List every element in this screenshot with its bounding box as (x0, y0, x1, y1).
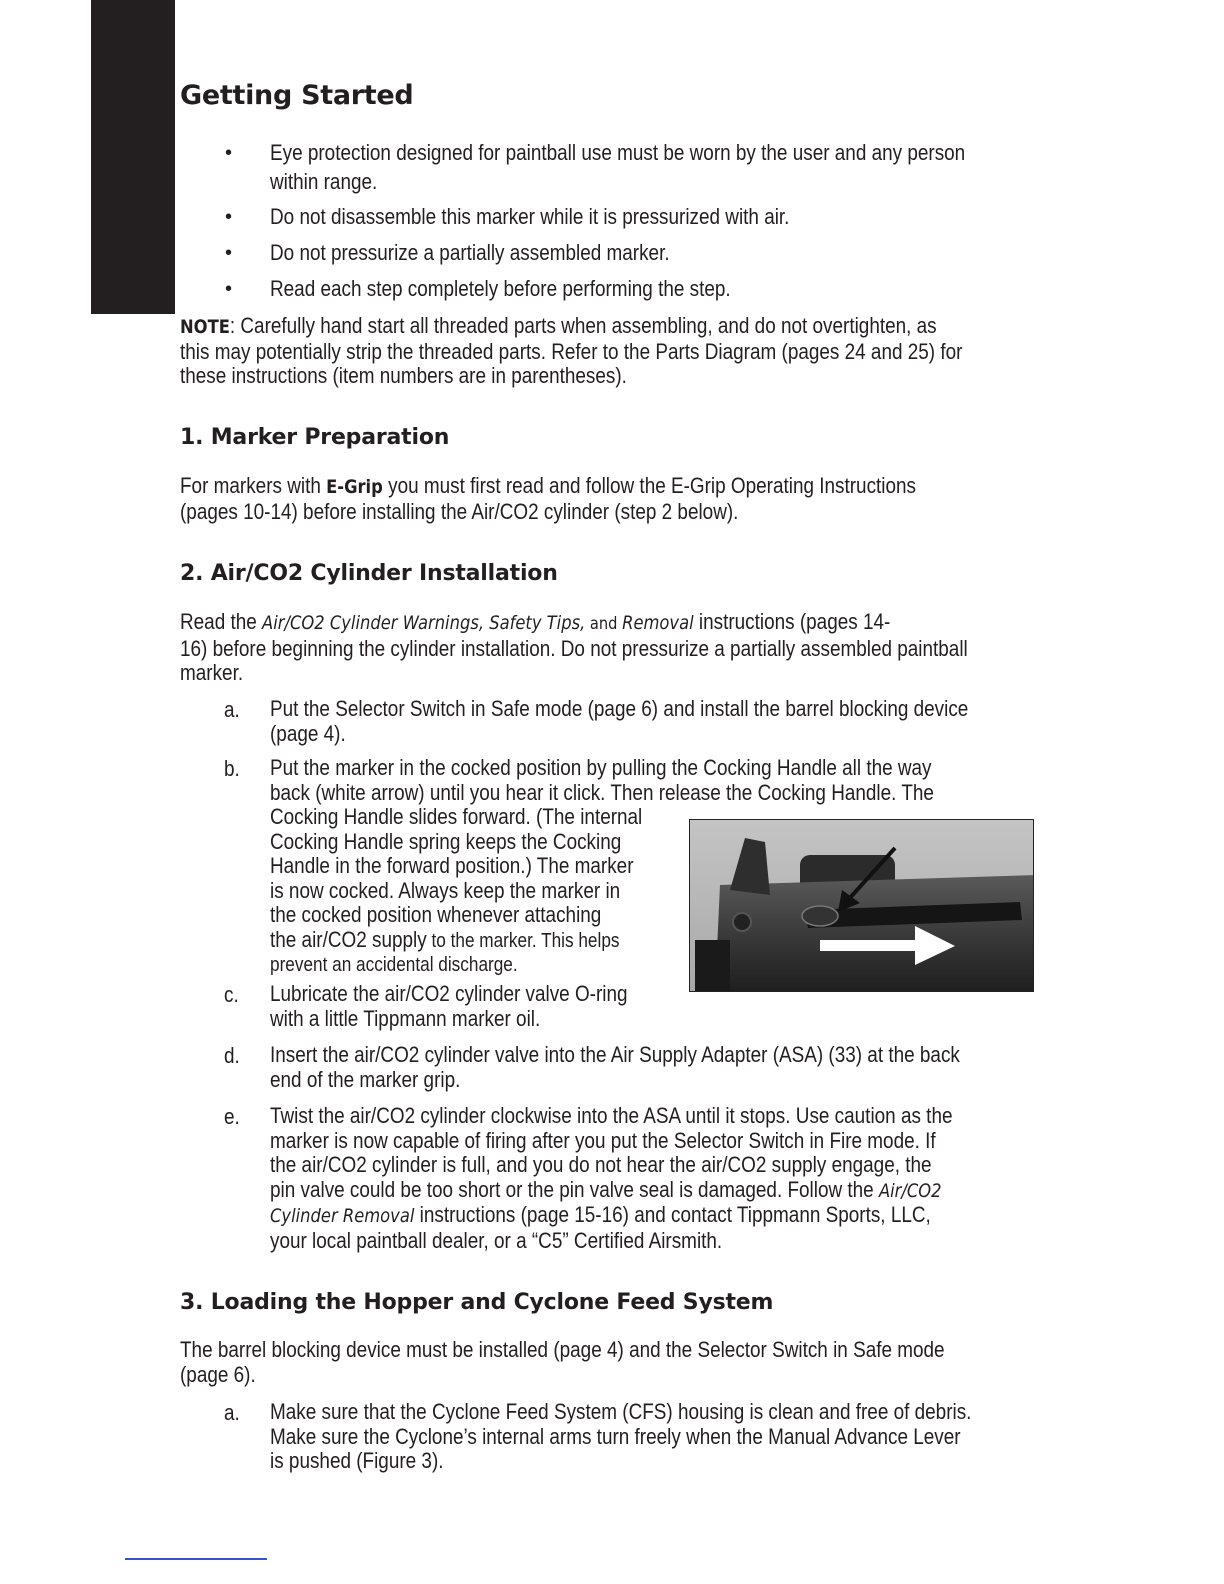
list-item: Do not pressurize a partially assembled marker. (270, 240, 670, 265)
step-d-text: Insert the air/CO2 cylinder valve into the Air Supply Adapter (ASA) (33) at the back end of the marker grip. (270, 1042, 960, 1092)
marker-illustration (690, 820, 1034, 992)
bullet-icon: • (225, 242, 233, 264)
step-b-text: Put the marker in the cocked position by pulling the Cocking Handle all the way back (white arrow) until you hear it click. Then release the Cocking Handle. The Cocking Handle slides forward. (The internal Cocking Handle spring keeps the Cocking Handle in the forward position.) The marker is now cocked. Always keep the marker in the cocked position whenever attaching the air/CO2 supply to the marker. This helps prevent an accidental discharge. (270, 755, 934, 976)
step-c-text: Lubricate the air/CO2 cylinder valve O-ring with a little Tippmann marker oil. (270, 981, 628, 1031)
egrip-label: E-Grip (326, 476, 383, 498)
section2-intro: Read the Air/CO2 Cylinder Warnings, Safety Tips, and Removal instructions (pages 14- 16) before beginning the cylinder installation. Do not pressurize a partially assembled paintball marker. (180, 609, 968, 685)
chapter-side-tab (91, 0, 175, 314)
list-item: Eye protection designed for paintball use must be worn by the user and any person within range. (270, 140, 966, 194)
step-marker: a. (224, 697, 240, 722)
step-marker: d. (224, 1043, 240, 1068)
note-label: NOTE (180, 316, 230, 338)
step-e-text: Twist the air/CO2 cylinder clockwise into the ASA until it stops. Use caution as the marker is now capable of firing after you put the Selector Switch in Fire mode. If the air/CO2 cylinder is full, and you do not hear the air/CO2 supply engage, the pin valve could be too short or the pin valve seal is damaged. Follow the Air/CO2 Cylinder Removal instructions (page 15-16) and contact Tippmann Sports, LLC, your local paintball dealer, or a “C5” Certified Airsmith. (270, 1103, 953, 1253)
section-heading-marker-preparation: 1. Marker Preparation (180, 425, 450, 450)
bullet-icon: • (225, 206, 233, 228)
cocking-handle-photo (689, 819, 1034, 992)
section-heading-hopper-loading: 3. Loading the Hopper and Cyclone Feed System (180, 1290, 774, 1315)
step-marker: e. (224, 1104, 240, 1129)
list-item: Do not disassemble this marker while it is pressurized with air. (270, 204, 790, 229)
section3-step-a-text: Make sure that the Cyclone Feed System (CFS) housing is clean and free of debris. Make sure the Cyclone’s internal arms turn freely when the Manual Advance Lever is pushed (Figure 3). (270, 1399, 972, 1473)
section-heading-cylinder-installation: 2. Air/CO2 Cylinder Installation (180, 561, 558, 586)
bullet-icon: • (225, 278, 233, 300)
step-marker: c. (224, 982, 239, 1007)
page-title: Getting Started (180, 80, 414, 111)
section1-paragraph: For markers with E-Grip you must first read and follow the E-Grip Operating Instructions (pages 10-14) before installing the Air/CO2 cylinder (step 2 below). (180, 473, 917, 524)
step-marker: a. (224, 1400, 240, 1425)
step-marker: b. (224, 756, 240, 781)
footer-rule (125, 1558, 267, 1560)
list-item: Read each step completely before performing the step. (270, 276, 731, 301)
step-a-text: Put the Selector Switch in Safe mode (page 6) and install the barrel blocking device (page 4). (270, 696, 969, 746)
note-paragraph: NOTE: Carefully hand start all threaded parts when assembling, and do not overtighten, as this may potentially strip the threaded parts. Refer to the Parts Diagram (pages 24 and 25) for these instructions (item numbers are in parentheses). (180, 313, 963, 388)
bullet-icon: • (225, 142, 233, 164)
section3-paragraph: The barrel blocking device must be installed (page 4) and the Selector Switch in Safe mode (page 6). (180, 1337, 945, 1387)
